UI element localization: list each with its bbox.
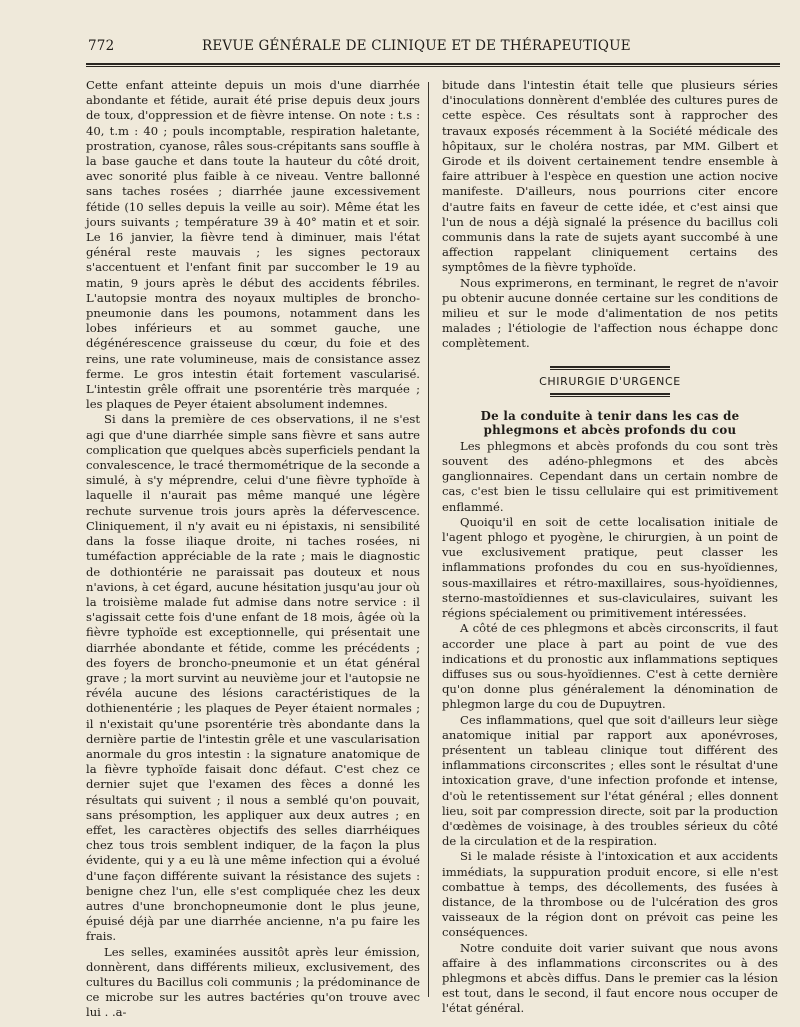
section-rule xyxy=(550,366,670,370)
header-rule xyxy=(86,63,780,67)
paragraph: Cette enfant atteinte depuis un mois d'une diarrhée abondante et fétide, aurait été prise depuis deux jours de toux, d'oppression et de fièvre intense. On note : t.s : 40, t.m : 40 ; pouls incomptable, respiration haletante, prostration, cyanose, râles sous-crépitants sans souffle à la base gauche et dans toute la hauteur du côté droit, avec sonorité plus faible à ce niveau. Ventre ballonné sans taches rosées ; diarrhée jaune excessivement fétide (10 selles depuis la veille au soir). Même état les jours suivants ; température 39 à 40° matin et et soir. Le 16 janvier, la fièvre tend à diminuer, mais l'état général reste mauvais ; les signes pectoraux s'accentuent et l'enfant finit par succomber le 19 au matin, 9 jours après le début des accidents fébriles. L'autopsie montra des noyaux multiples de broncho-pneumonie dans les poumons, notamment dans les lobes inférieurs et au sommet gauche, une dégénérescence graisseuse du cœur, du foie et des reins, une rate volumineuse, mais de consistance assez ferme. Le gros intestin était fortement vascularisé. L'intestin grêle offrait une psorentérie très marquée ; les plaques de Peyer étaient absolument indemnes. xyxy=(86,78,420,412)
column-divider xyxy=(428,82,429,997)
article-title: De la conduite à tenir dans les cas de phlegmons et abcès profonds du cou xyxy=(480,408,740,437)
paragraph: Les selles, examinées aussitôt après leur émission, donnèrent, dans différents milieux, exclusivement, des cultures du Bacillus coli communis ; la prédominance de ce microbe sur les autres bactéries qu'on trouve avec lui . .a- xyxy=(86,944,420,1020)
paragraph: A côté de ces phlegmons et abcès circonscrits, il faut accorder une place à part au point de vue des indications et du pronostic aux inflammations septiques diffuses sus ou sous-hyoïdiennes. C'est à cette dernière qu'on donne plus généralement la dénomination de phlegmon large du cou de Dupuytren. xyxy=(442,621,778,712)
section-heading: CHIRURGIE D'URGENCE xyxy=(539,374,681,388)
paragraph: Les phlegmons et abcès profonds du cou sont très souvent des adéno-phlegmons et des abcès ganglionnaires. Cependant dans un certain nombre de cas, c'est bien le tissu cellulaire qui est primitivement enflammé. xyxy=(442,438,778,514)
paragraph: Quoiqu'il en soit de cette localisation initiale de l'agent phlogo et pyogène, le chirurgien, à un point de vue exclusivement pratique, peut classer les inflammations profondes du cou en sus-hyoïdiennes, sous-maxillaires et rétro-maxillaires, sous-hyoïdiennes, sterno-mastoïdiennes et sus-claviculaires, suivant les régions spécialement ou primitivement intéressées. xyxy=(442,514,778,621)
paragraph: Notre conduite doit varier suivant que nous avons affaire à des inflammations circonscrites ou à des phlegmons et abcès diffus. Dans le premier cas la lésion est tout, dans le second, il faut encore nous occuper de l'état général. xyxy=(442,940,778,1016)
paragraph: Si dans la première de ces observations, il ne s'est agi que d'une diarrhée simple sans fièvre et sans autre complication que quelques abcès superficiels pendant la convalescence, le tracé thermométrique de la seconde a simulé, à s'y méprendre, celui d'une fièvre typhoïde à laquelle il n'aurait pas même manqué une légère rechute survenue trois jours après la défervescence. Cliniquement, il n'y avait eu ni épistaxis, ni sensibilité dans la fosse iliaque droite, ni taches rosées, ni tuméfaction appréciable de la rate ; mais le diagnostic de dothiontérie ne paraissait pas douteux et nous n'avions, à cet égard, aucune hésitation jusqu'au jour où la troisième malade fut admise dans notre service : il s'agissait cette fois d'une enfant de 18 mois, âgée où la fièvre typhoïde est exceptionnelle, qui présentait une diarrhée abondante et fétide, comme les précédents ; des foyers de broncho-pneumonie et un état général grave ; la mort survint au neuvième jour et l'autopsie ne révéla aucune des lésions caractéristiques de la dothienentérie ; les plaques de Peyer étaient normales ; il n'existait qu'une psorentérie très abondante dans la dernière partie de l'intestin grêle et une vascularisation anormale du gros intestin : la signature anatomique de la fièvre typhoïde faisait donc défaut. C'est chez ce dernier sujet que l'examen des fèces a donné les résultats qui suivent ; il nous a semblé qu'on pouvait, sans présomption, les appliquer aux deux autres ; en effet, les caractères objectifs des selles diarrhéiques chez tous trois semblent indiquer, de la façon la plus évidente, qui y a eu là une même infection qui a évolué d'une façon différente suivant la résistance des sujets : benigne chez l'un, elle s'est compliquée chez les deux autres d'une bronchopneumonie dont le plus jeune, épuisé déjà par une diarrhée ancienne, n'a pu faire les frais. xyxy=(86,412,420,944)
paragraph: Nous exprimerons, en terminant, le regret de n'avoir pu obtenir aucune donnée certaine sur les conditions de milieu et sur le mode d'alimentation de nos petits malades ; l'étiologie de l'affection nous échappe donc complètement. xyxy=(442,275,778,351)
left-column xyxy=(86,78,420,1021)
paragraph: Ces inflammations, quel que soit d'ailleurs leur siège anatomique initial par rapport aux aponévroses, présentent un tableau clinique tout différent des inflammations circonscrites ; elles sont le résultat d'une intoxication grave, d'une infection profonde et intense, d'où le retentissement sur l'état général ; elles donnent lieu, soit par compression directe, soit par la production d'œdèmes de voisinage, à des troubles sérieux du côté de la circulation et de la respiration. xyxy=(442,712,778,849)
page-header xyxy=(86,38,780,58)
page-number: 772 xyxy=(88,38,115,54)
right-column xyxy=(442,78,778,1017)
section-rule xyxy=(550,393,670,397)
paragraph: Si le malade résiste à l'intoxication et aux accidents immédiats, la suppuration produit encore, si elle n'est combattue à temps, des décollements, des fusées à distance, de la thrombose ou de l'ulcération des gros vaisseaux de la région dont on prévoit cas peine les conséquences. xyxy=(442,849,778,940)
section-block xyxy=(442,366,778,397)
running-title: REVUE GÉNÉRALE DE CLINIQUE ET DE THÉRAPEUTIQUE xyxy=(202,38,631,54)
paragraph: bitude dans l'intestin était telle que plusieurs séries d'inoculations donnèrent d'emblée des cultures pures de cette espèce. Ces résultats sont à rapprocher des travaux exposés récemment à la Société médicale des hôpitaux, sur le choléra nostras, par MM. Gilbert et Girode et ils doivent certainement tendre ensemble à faire attribuer à l'espèce en question une action nocive manifeste. D'ailleurs, nous pourrions citer encore d'autre faits en faveur de cette idée, et c'est ainsi que l'un de nous a déjà signalé la présence du bacillus coli communis dans la rate de sujets ayant succombé à une affection rappelant cliniquement certains des symptômes de la fièvre typhoïde. xyxy=(442,78,778,275)
